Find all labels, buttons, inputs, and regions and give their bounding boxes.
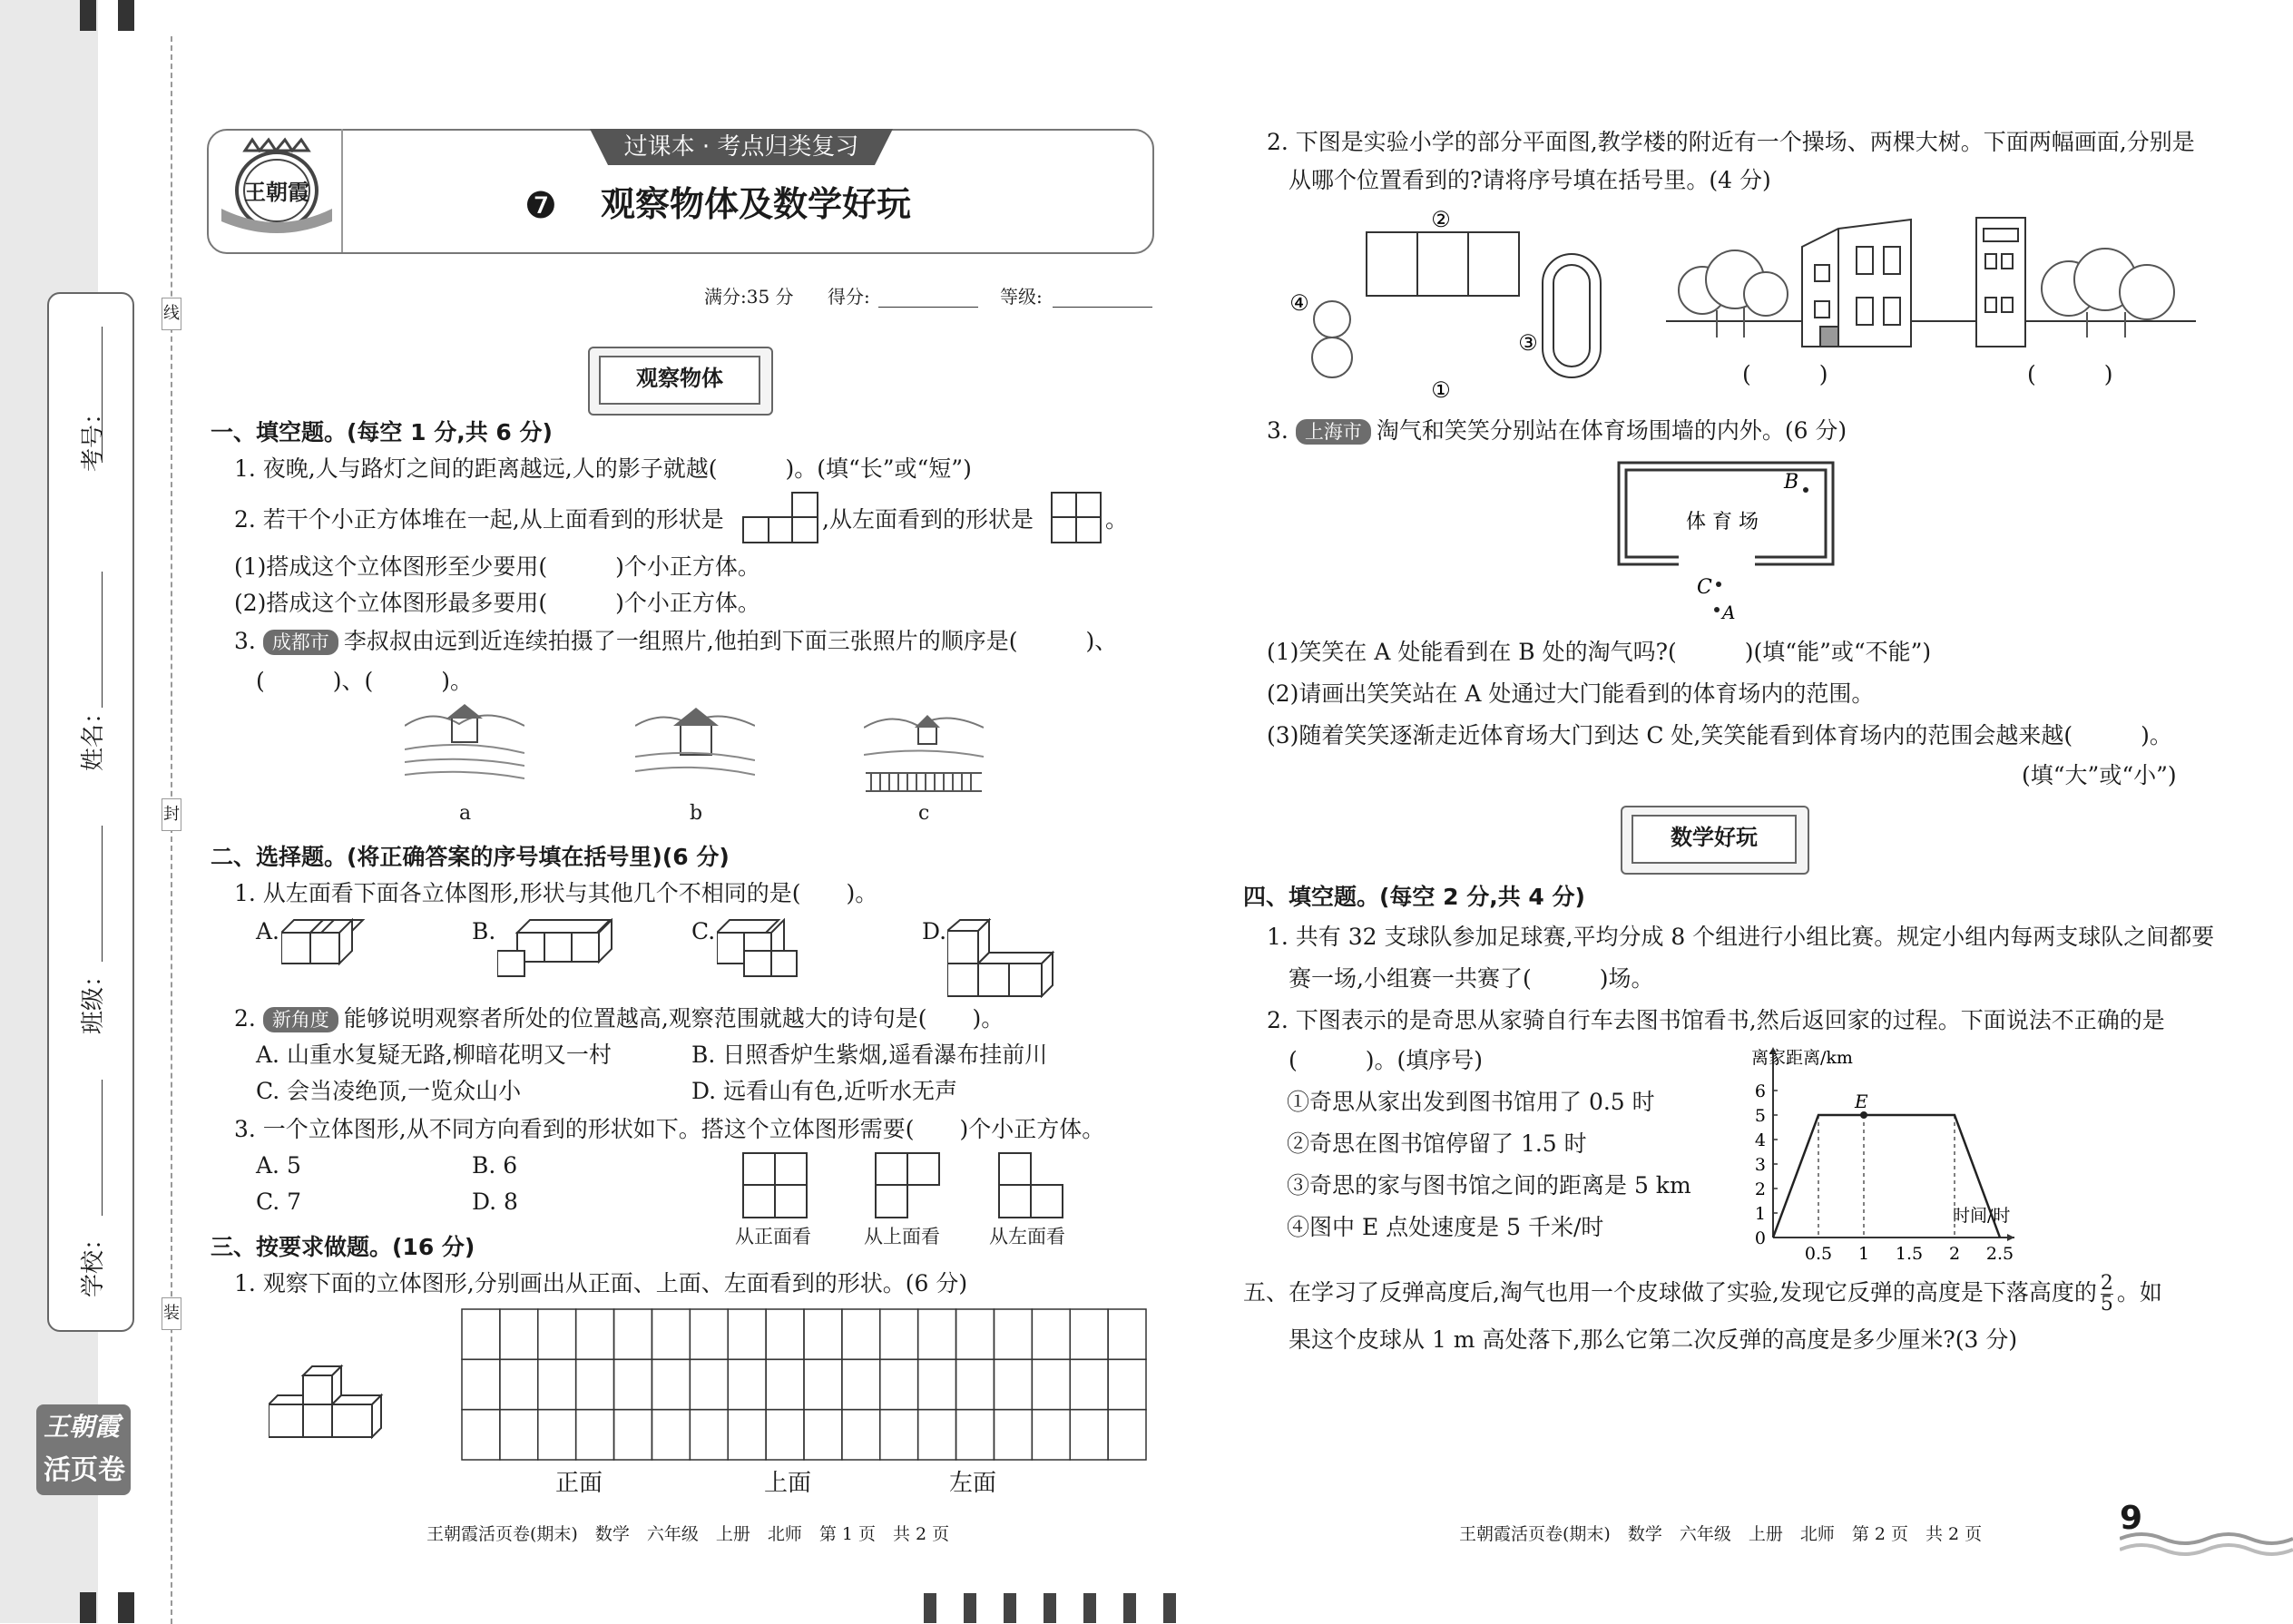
grid-cell[interactable]	[1070, 1410, 1108, 1460]
line-xuexiao	[102, 1080, 103, 1216]
cube-figure-a	[281, 918, 376, 978]
unit-title: 观察物体及数学好玩	[601, 184, 912, 224]
grid-cell[interactable]	[614, 1359, 652, 1409]
grid-cell[interactable]	[842, 1309, 880, 1359]
opt-d: D.	[922, 918, 947, 944]
grid-cell[interactable]	[728, 1309, 766, 1359]
s1-q1: 1. 夜晚,人与路灯之间的距离越远,人的影子就越( )。(填“长”或“短”)	[234, 455, 972, 482]
point-e	[1860, 1111, 1867, 1119]
view-label-front: 从正面看	[735, 1226, 811, 1247]
grid-cell[interactable]	[462, 1309, 500, 1359]
bottom-ticks	[924, 1593, 1196, 1623]
grid-cell[interactable]	[614, 1410, 652, 1460]
label-xingming: 姓名：	[80, 699, 107, 771]
grid-cell[interactable]	[576, 1410, 614, 1460]
grid-cell[interactable]	[842, 1359, 880, 1409]
s1-q2b: ,从左面看到的形状是	[822, 506, 1034, 533]
front-view-grid	[742, 1152, 808, 1219]
region-tag-chengdu: 成都市	[263, 630, 338, 655]
cube-figure-c	[717, 918, 811, 978]
unit-number: ❼	[524, 185, 557, 227]
scene-2	[1969, 210, 2196, 356]
grid-cell[interactable]	[804, 1309, 842, 1359]
left-view-grid	[998, 1152, 1063, 1219]
series-text: 过课本 · 考点归类复习	[623, 133, 859, 161]
s2-q2-opt-c: C. 会当凌绝顶,一览众山小	[256, 1078, 522, 1104]
grid-label-front: 正面	[555, 1470, 603, 1497]
fraction-denominator: 5	[2100, 1293, 2113, 1316]
opt-c: C.	[691, 918, 716, 944]
grid-cell[interactable]	[462, 1410, 500, 1460]
grid-cell[interactable]	[1108, 1309, 1146, 1359]
opt-a: A.	[256, 918, 280, 944]
line-xingming	[102, 572, 103, 708]
x-axis-label: 时间/时	[1953, 1206, 2011, 1226]
grid-cell[interactable]	[500, 1410, 538, 1460]
grid-cell[interactable]	[614, 1309, 652, 1359]
r-q2: 2. 下图是实验小学的部分平面图,教学楼的附近有一个操场、两棵大树。下面两幅画面,分别是	[1267, 129, 2195, 155]
top-view-shape	[742, 492, 818, 544]
top-marks	[80, 0, 96, 31]
s4-opt-4: ④图中 E 点处速度是 5 千米/时	[1287, 1214, 1604, 1240]
grid-cell[interactable]	[652, 1359, 690, 1409]
section-title-observe: 观察物体	[636, 366, 723, 391]
seal-xian: 线	[162, 298, 181, 330]
grid-cell[interactable]	[918, 1309, 956, 1359]
grid-label-left: 左面	[949, 1470, 997, 1497]
photo-b	[635, 704, 755, 786]
s1-q2-1: (1)搭成这个立体图形至少要用( )个小正方体。	[234, 553, 760, 580]
cube-figure-d	[947, 918, 1060, 998]
plan-mark-3: ③	[1518, 330, 1538, 356]
s2-q3-opt-a: A. 5	[256, 1152, 301, 1179]
line-banji	[102, 826, 103, 962]
x-tick-label: 1	[1857, 1244, 1870, 1264]
grid-cell[interactable]	[500, 1359, 538, 1409]
s1-q2-2: (2)搭成这个立体图形最多要用( )个小正方体。	[234, 590, 760, 616]
grid-cell[interactable]	[956, 1359, 995, 1409]
grid-cell[interactable]	[918, 1359, 956, 1409]
s1-q3: 3. 成都市 李叔叔由远到近连续拍摄了一组照片,他拍到下面三张照片的顺序是( )、	[234, 628, 1118, 654]
grid-cell[interactable]	[880, 1309, 918, 1359]
photo-label-c: c	[918, 802, 930, 825]
r-q3-2: (2)请画出笑笑站在 A 处通过大门能看到的体育场内的范围。	[1267, 680, 1875, 707]
score-full: 满分:35 分	[704, 286, 794, 308]
grid-cell[interactable]	[728, 1359, 766, 1409]
s4-q2b: ( )。(填序号)	[1289, 1047, 1484, 1073]
region-tag-shanghai: 上海市	[1296, 419, 1371, 445]
grid-cell[interactable]	[918, 1410, 956, 1460]
y-axis-label: 离家距离/km	[1751, 1048, 1853, 1068]
photo-c	[864, 704, 984, 795]
footer-left: 王朝霞活页卷(期末) 数学 六年级 上册 北师 第 1 页 共 2 页	[426, 1524, 950, 1544]
grade-line[interactable]	[1053, 307, 1152, 308]
bottom-marks	[80, 1592, 96, 1623]
s5-tail: 。如	[2116, 1279, 2162, 1306]
s2-q1: 1. 从左面看下面各立体图形,形状与其他几个不相同的是( )。	[234, 880, 878, 906]
label-xuexiao: 学校：	[80, 1226, 107, 1297]
grid-cell[interactable]	[538, 1410, 576, 1460]
s2-q2-opt-b: B. 日照香炉生紫烟,遥看瀑布挂前川	[691, 1042, 1048, 1068]
fraction-numerator: 2	[2100, 1272, 2113, 1295]
photo-label-a: a	[459, 802, 472, 825]
x-tick-label: 1.5	[1895, 1244, 1924, 1264]
grid-cell[interactable]	[880, 1410, 918, 1460]
stadium-diagram[interactable]	[1615, 459, 1851, 631]
top-view-grid	[875, 1152, 940, 1219]
s2-q3-opt-b: B. 6	[472, 1152, 518, 1179]
s1-title: 一、填空题。(每空 1 分,共 6 分)	[211, 419, 553, 445]
grid-cell[interactable]	[652, 1309, 690, 1359]
s5-title-text: 五、在学习了反弹高度后,淘气也用一个皮球做了实验,发现它反弹的高度是下落高度的	[1243, 1279, 2097, 1306]
view-label-top: 从上面看	[864, 1226, 940, 1247]
grid-cell[interactable]	[994, 1359, 1032, 1409]
solid-figure	[269, 1365, 387, 1444]
grid-cell[interactable]	[804, 1359, 842, 1409]
photo-a	[405, 699, 524, 789]
y-tick-label: 1	[1754, 1204, 1766, 1224]
page-wave	[2120, 1506, 2293, 1570]
s1-q3b: ( )、( )。	[256, 668, 474, 694]
s2-q3-opt-c: C. 7	[256, 1189, 302, 1215]
line-kaohao	[102, 327, 103, 463]
left-view-shape	[1051, 492, 1102, 544]
s5-line2: 果这个皮球从 1 m 高处落下,那么它第二次反弹的高度是多少厘米?(3 分)	[1289, 1326, 2018, 1353]
grid-cell[interactable]	[1070, 1309, 1108, 1359]
x-tick-label: 2.5	[1985, 1244, 2014, 1264]
grid-cell[interactable]	[842, 1410, 880, 1460]
view-label-left: 从左面看	[989, 1226, 1065, 1247]
point-a: A	[1722, 602, 1736, 623]
distance-time-chart	[1742, 1043, 2033, 1270]
grid-cell[interactable]	[1032, 1359, 1070, 1409]
photo-label-b: b	[690, 802, 703, 825]
page-number: 9	[2120, 1500, 2143, 1537]
grid-cell[interactable]	[728, 1410, 766, 1460]
s4-q1b: 赛一场,小组赛一共赛了( )场。	[1289, 965, 1654, 992]
school-plan	[1281, 205, 1617, 401]
point-b: B	[1784, 471, 1799, 494]
fraction	[2101, 1274, 2113, 1315]
s2-title: 二、选择题。(将正确答案的序号填在括号里)(6 分)	[211, 844, 730, 870]
new-angle-tag: 新角度	[263, 1007, 338, 1032]
grid-cell[interactable]	[690, 1410, 728, 1460]
r-q3-text: 淘气和笑笑分别站在体育场围墙的内外。(6 分)	[1376, 417, 1847, 444]
grid-cell[interactable]	[994, 1410, 1032, 1460]
x-axis-arrow	[2007, 1234, 2014, 1241]
s3-q1: 1. 观察下面的立体图形,分别画出从正面、上面、左面看到的形状。(6 分)	[234, 1270, 968, 1296]
grid-cell[interactable]	[766, 1410, 804, 1460]
seal-zhuang: 装	[162, 1297, 181, 1330]
grid-cell[interactable]	[994, 1309, 1032, 1359]
s2-q2-text: 能够说明观察者所处的位置越高,观察范围就越大的诗句是( )。	[343, 1005, 1004, 1032]
r-q3-3: (3)随着笑笑逐渐走近体育场大门到达 C 处,笑笑能看到体育场内的范围会越来越( )。	[1267, 722, 2172, 748]
r-q3: 3. 上海市 淘气和笑笑分别站在体育场围墙的内外。(6 分)	[1267, 417, 1847, 444]
y-tick-label: 6	[1754, 1081, 1766, 1101]
y-tick-label: 5	[1754, 1106, 1766, 1126]
s4-opt-3: ③奇思的家与图书馆之间的距离是 5 km	[1287, 1172, 1691, 1198]
grid-cell[interactable]	[766, 1309, 804, 1359]
plan-mark-4: ④	[1289, 290, 1309, 316]
point-c: C	[1697, 576, 1712, 599]
s3-title: 三、按要求做题。(16 分)	[211, 1234, 475, 1260]
grid-cell[interactable]	[500, 1309, 538, 1359]
scene-1	[1666, 210, 2011, 356]
footer-right: 王朝霞活页卷(期末) 数学 六年级 上册 北师 第 2 页 共 2 页	[1459, 1524, 1983, 1544]
y-tick-label: 0	[1754, 1228, 1766, 1248]
s4-opt-2: ②奇思在图书馆停留了 1.5 时	[1287, 1130, 1587, 1157]
grid-cell[interactable]	[462, 1359, 500, 1409]
cube-figure-b	[497, 918, 622, 978]
grid-cell[interactable]	[576, 1359, 614, 1409]
s2-q2: 2. 新角度 能够说明观察者所处的位置越高,观察范围就越大的诗句是( )。	[234, 1005, 1004, 1032]
score-line[interactable]	[878, 307, 978, 308]
brand-top: 王朝霞	[44, 1412, 121, 1442]
drawing-grid[interactable]	[461, 1308, 1147, 1461]
logo-text: 王朝霞	[244, 179, 309, 205]
s2-q2-opt-a: A. 山重水复疑无路,柳暗花明又一村	[256, 1042, 612, 1068]
grid-label-top: 上面	[764, 1470, 812, 1497]
grid-cell[interactable]	[538, 1359, 576, 1409]
grid-cell[interactable]	[690, 1359, 728, 1409]
label-banji: 班级：	[80, 963, 107, 1034]
grid-cell[interactable]	[690, 1309, 728, 1359]
grid-cell[interactable]	[1108, 1410, 1146, 1460]
y-tick-label: 3	[1754, 1155, 1766, 1175]
s2-q2-opt-d: D. 远看山有色,近听水无声	[691, 1078, 957, 1104]
s4-opt-1: ①奇思从家出发到图书馆用了 0.5 时	[1287, 1089, 1655, 1115]
grid-cell[interactable]	[538, 1309, 576, 1359]
section-title-math-fun: 数学好玩	[1671, 825, 1758, 850]
grid-cell[interactable]	[1070, 1359, 1108, 1409]
s1-q2c: 。	[1105, 506, 1129, 533]
scene-1-answer[interactable]: ( )	[1742, 361, 1828, 387]
x-tick-label: 0.5	[1804, 1244, 1833, 1264]
score-got: 得分:	[828, 286, 870, 308]
grid-cell[interactable]	[956, 1309, 995, 1359]
opt-b: B.	[472, 918, 496, 944]
label-kaohao: 考号：	[80, 400, 107, 472]
bottom-marks	[118, 1592, 134, 1623]
grid-cell[interactable]	[804, 1410, 842, 1460]
grid-cell[interactable]	[652, 1410, 690, 1460]
plan-mark-2: ②	[1431, 207, 1451, 232]
r-q2b: 从哪个位置看到的?请将序号填在括号里。(4 分)	[1289, 167, 1771, 193]
grid-cell[interactable]	[766, 1359, 804, 1409]
s1-q2a: 2. 若干个小正方体堆在一起,从上面看到的形状是	[234, 506, 724, 533]
grid-cell[interactable]	[1108, 1359, 1146, 1409]
s4-q2: 2. 下图表示的是奇思从家骑自行车去图书馆看书,然后返回家的过程。下面说法不正确的是	[1267, 1007, 2165, 1033]
scene-2-answer[interactable]: ( )	[2027, 361, 2113, 387]
brand-bottom: 活页卷	[44, 1454, 125, 1486]
s4-title: 四、填空题。(每空 2 分,共 4 分)	[1243, 884, 1585, 910]
r-q3-3b: (填“大”或“小”)	[2022, 762, 2177, 788]
grid-cell[interactable]	[1032, 1410, 1070, 1460]
grid-cell[interactable]	[956, 1410, 995, 1460]
grid-cell[interactable]	[1032, 1309, 1070, 1359]
grid-cell[interactable]	[576, 1309, 614, 1359]
s2-q3-opt-d: D. 8	[472, 1189, 518, 1215]
grade-label: 等级:	[1000, 286, 1043, 308]
x-tick-label: 2	[1948, 1244, 1961, 1264]
s1-q3-text: 李叔叔由远到近连续拍摄了一组照片,他拍到下面三张照片的顺序是( )、	[343, 628, 1118, 654]
y-tick-label: 2	[1754, 1179, 1766, 1199]
grid-cell[interactable]	[880, 1359, 918, 1409]
s5-title	[1243, 1274, 2162, 1315]
seal-feng: 封	[162, 798, 181, 831]
plan-mark-1: ①	[1431, 377, 1451, 401]
stadium-label: 体 育 场	[1686, 511, 1759, 533]
header-divider	[341, 129, 343, 252]
point-e-label: E	[1855, 1091, 1868, 1112]
logo	[218, 134, 336, 241]
s4-q1: 1. 共有 32 支球队参加足球赛,平均分成 8 个组进行小组比赛。规定小组内每两支球队之间都要	[1267, 924, 2215, 950]
y-tick-label: 4	[1754, 1130, 1766, 1150]
top-marks	[118, 0, 134, 31]
r-q3-1: (1)笑笑在 A 处能看到在 B 处的淘气吗?( )(填“能”或“不能”)	[1267, 639, 1932, 665]
s2-q3: 3. 一个立体图形,从不同方向看到的形状如下。搭这个立体图形需要( )个小正方体。	[234, 1116, 1105, 1142]
